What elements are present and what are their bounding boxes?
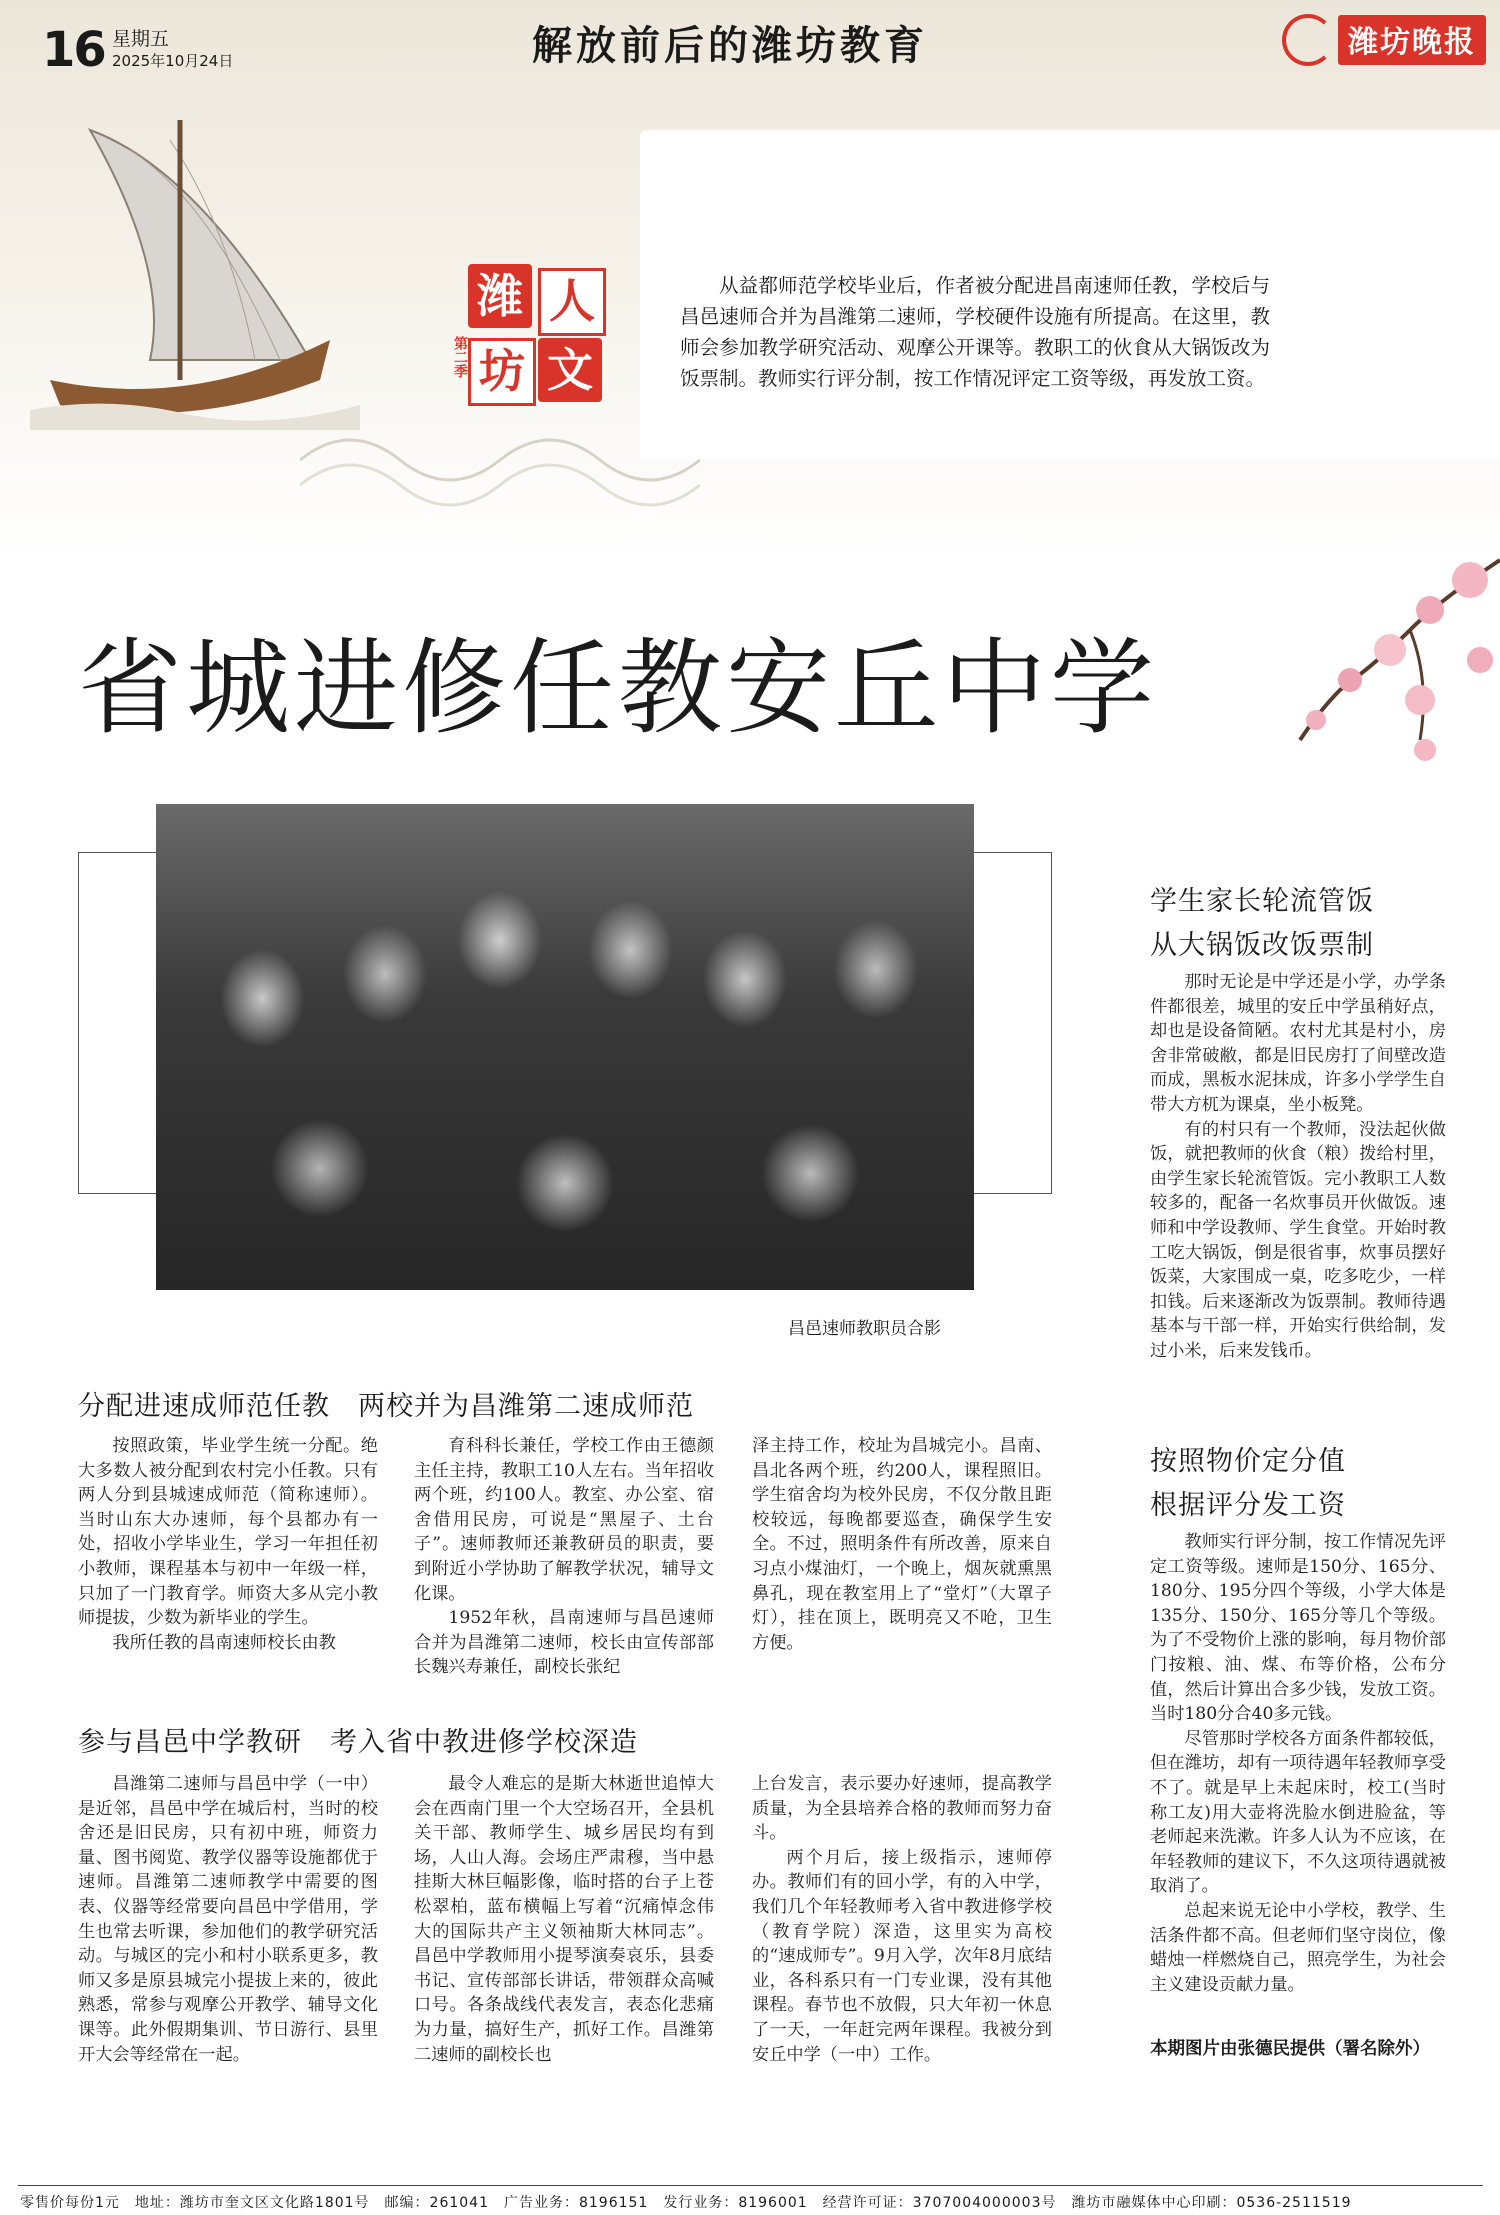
sidebar1-heading [1150, 880, 1450, 968]
sidebar1-body [1150, 970, 1446, 1364]
section2-paragraph: 两个月后，接上级指示，速师停办。教师们有的回小学，有的入中学，我们几个年轻教师考入省中教进修学校（教育学院）深造，这里实为高校的“速成师专”。9月入学，次年8月底结业，各科系只有一门专业课，没有其他课程。春节也不放假，只大年初一休息了一天，一年赶完两年课程。我被分到安丘中学（一中）工作。 [752, 1847, 1052, 2065]
seal-char-4: 文 [538, 338, 602, 402]
newspaper-logo [1282, 14, 1486, 66]
sidebar1-heading-line1: 学生家长轮流管饭 [1150, 886, 1374, 917]
column-seal [452, 262, 630, 422]
sidebar1-paragraph: 那时无论是中学还是小学，办学条件都很差，城里的安丘中学虽稍好点，却也是设备简陋。农村尤其是村小，房舍非常破敝，都是旧民房打了间壁改造而成，黑板水泥抹成，许多小学学生自带大方杌为课桌，坐小板凳。 [1150, 972, 1446, 1115]
seal-char-1: 潍 [468, 264, 532, 328]
section1-heading: 分配进速成师范任教 两校并为昌潍第二速成师范 [78, 1391, 694, 1422]
section1-paragraph: 1952年秋，昌南速师与昌邑速师合并为昌潍第二速师，校长由宣传部部长魏兴寿兼任，副校长张纪 [414, 1608, 714, 1678]
sidebar2-paragraph: 尽管那时学校各方面条件都较低，但在潍坊，却有一项待遇年轻教师享受不了。就是早上未起床时，校工(当时称工友)用大壶将洗脸水倒进脸盆，等老师起来洗漱。许多人认为不应该，在年轻教师的建议下，不久这项待遇就被取消了。 [1150, 1728, 1446, 1897]
section1-paragraph: 按照政策，毕业学生统一分配。绝大多数人被分配到农村完小任教。只有两人分到县城速成师范（简称速师）。当时山东大办速师，每个县都办有一处，招收小学毕业生，学习一年担任初小教师，课程基本与初中一年级一样，只加了一门教育学。师资大多从完小教师提拔，少数为新毕业的学生。 [78, 1436, 378, 1629]
logo-ring-icon [1282, 14, 1334, 66]
section2-paragraph: 上台发言，表示要办好速师，提高教学质量，为全县培养合格的教师而努力奋斗。 [752, 1774, 1052, 1844]
section2-heading: 参与昌邑中学教研 考入省中教进修学校深造 [78, 1727, 638, 1758]
weekday: 星期五 [112, 28, 170, 50]
section1-column-1 [78, 1434, 378, 1655]
section2-column-3 [752, 1772, 1052, 2067]
seal-season: 第二季 [452, 336, 468, 378]
sidebar1-heading-line2: 从大锅饭改饭票制 [1150, 930, 1374, 961]
plum-branch-decoration [1280, 540, 1500, 820]
page-title: 解放前后的潍坊教育 [532, 23, 928, 69]
seal-char-3: 坊 [468, 338, 536, 406]
main-title: 省城进修任教安丘中学 [78, 627, 1159, 749]
section1-column-3 [752, 1434, 1052, 1655]
photo-credit: 本期图片由张德民提供（署名除外） [1150, 2039, 1430, 2059]
section2-paragraph: 昌潍第二速师与昌邑中学（一中）是近邻，昌邑中学在城后村，当时的校舍还是旧民房，只有初中班，师资力量、图书阅览、教学仪器等设施都优于速师。昌潍第二速师教学中需要的图表、仪器等经常要向昌邑中学借用，学生也常去听课，参加他们的教学研究活动。与城区的完小和村小联系更多，教师又多是原县城完小提拔上来的，彼此熟悉，常参与观摩公开教学、辅导文化课等。此外假期集训、节日游行、县里开大会等经常在一起。 [78, 1774, 378, 2065]
section1-paragraph: 我所任教的昌南速师校长由教 [112, 1632, 336, 1653]
sidebar2-paragraph: 总起来说无论中小学校，教学、生活条件都不高。但老师们坚守岗位，像蜡烛一样燃烧自己，照亮学生，为社会主义建设贡献力量。 [1150, 1900, 1446, 1995]
sidebar2-heading-line2: 根据评分发工资 [1150, 1490, 1346, 1521]
intro-paragraph: 从益都师范学校毕业后，作者被分配进昌南速师任教，学校后与昌邑速师合并为昌潍第二速师，学校硬件设施有所提高。在这里，教师会参加教学研究活动、观摩公开课等。教职工的伙食从大锅饭改为饭票制。教师实行评分制，按工作情况评定工资等级，再发放工资。 [680, 274, 1270, 390]
sailing-ship-illustration [30, 110, 360, 430]
group-photo [156, 804, 974, 1290]
sidebar2-heading-line1: 按照物价定分值 [1150, 1446, 1346, 1477]
sidebar1-paragraph: 有的村只有一个教师，没法起伙做饭，就把教师的伙食（粮）拨给村里，由学生家长轮流管饭。完小教职工人数较多的，配备一名炊事员开伙做饭。速师和中学设教师、学生食堂。开始时教工吃大锅饭，倒是很省事，炊事员摆好饭菜，大家围成一桌，吃多吃少，一样扣钱。后来逐渐改为饭票制。教师待遇基本与干部一样，开始实行供给制，发过小米，后来发钱币。 [1150, 1119, 1446, 1361]
footer-info: 零售价每份1元 地址：潍坊市奎文区文化路1801号 邮编：261041 广告业务：8196151 发行业务：8196001 经营许可证：3707004000003号 潍坊市融媒体中心印刷：0536-2511519 [20, 2195, 1352, 2211]
photo-caption: 昌邑速师教职员合影 [788, 1319, 941, 1339]
section2-column-1 [78, 1772, 378, 2067]
section2-paragraph: 最令人难忘的是斯大林逝世追悼大会在西南门里一个大空场召开，全县机关干部、教师学生、城乡居民均有到场，人山人海。会场庄严肃穆，当中悬挂斯大林巨幅影像，临时搭的台子上苍松翠柏，蓝布横幅上写着“沉痛悼念伟大的国际共产主义领袖斯大林同志”。昌邑中学教师用小提琴演奏哀乐，县委书记、宣传部部长讲话，带领群众高喊口号。各条战线代表发言，表态化悲痛为力量，搞好生产，抓好工作。昌潍第二速师的副校长也 [414, 1774, 714, 2065]
issue-date: 2025年10月24日 [112, 52, 234, 70]
footer-divider [18, 2185, 1483, 2186]
sidebar2-body [1150, 1530, 1446, 1997]
sidebar2-heading [1150, 1440, 1450, 1528]
section1-paragraph: 泽主持工作，校址为昌城完小。昌南、昌北各两个班，约200人，课程照旧。学生宿舍均为校外民房，不仅分散且距校较远，每晚都要巡查，确保学生安全。不过，照明条件有所改善，原来自习点小煤油灯，一个晚上，烟灰就熏黑鼻孔，现在教室用上了“堂灯”（大罩子灯），挂在顶上，既明亮又不呛，卫生方便。 [752, 1436, 1052, 1653]
section2-column-2 [414, 1772, 714, 2067]
page-number: 16 [42, 22, 105, 78]
sidebar2-paragraph: 教师实行评分制，按工作情况先评定工资等级。速师是150分、165分、180分、195分四个等级，小学大体是135分、150分、165分等几个等级。为了不受物价上涨的影响，每月物价部门按粮、油、煤、布等价格，公布分值，然后计算出合多少钱，发放工资。当时180分合40多元钱。 [1150, 1532, 1446, 1725]
section1-column-2 [414, 1434, 714, 1680]
newspaper-name: 潍坊晚报 [1338, 15, 1486, 65]
seal-char-2: 人 [538, 268, 606, 336]
section1-paragraph: 育科科长兼任，学校工作由王德颜主任主持，教职工10人左右。当年招收两个班，约100人。教室、办公室、宿舍借用民房，可说是“黑屋子、土台子”。速师教师还兼教研员的职责，要到附近小学协助了解教学状况，辅导文化课。 [414, 1436, 714, 1604]
